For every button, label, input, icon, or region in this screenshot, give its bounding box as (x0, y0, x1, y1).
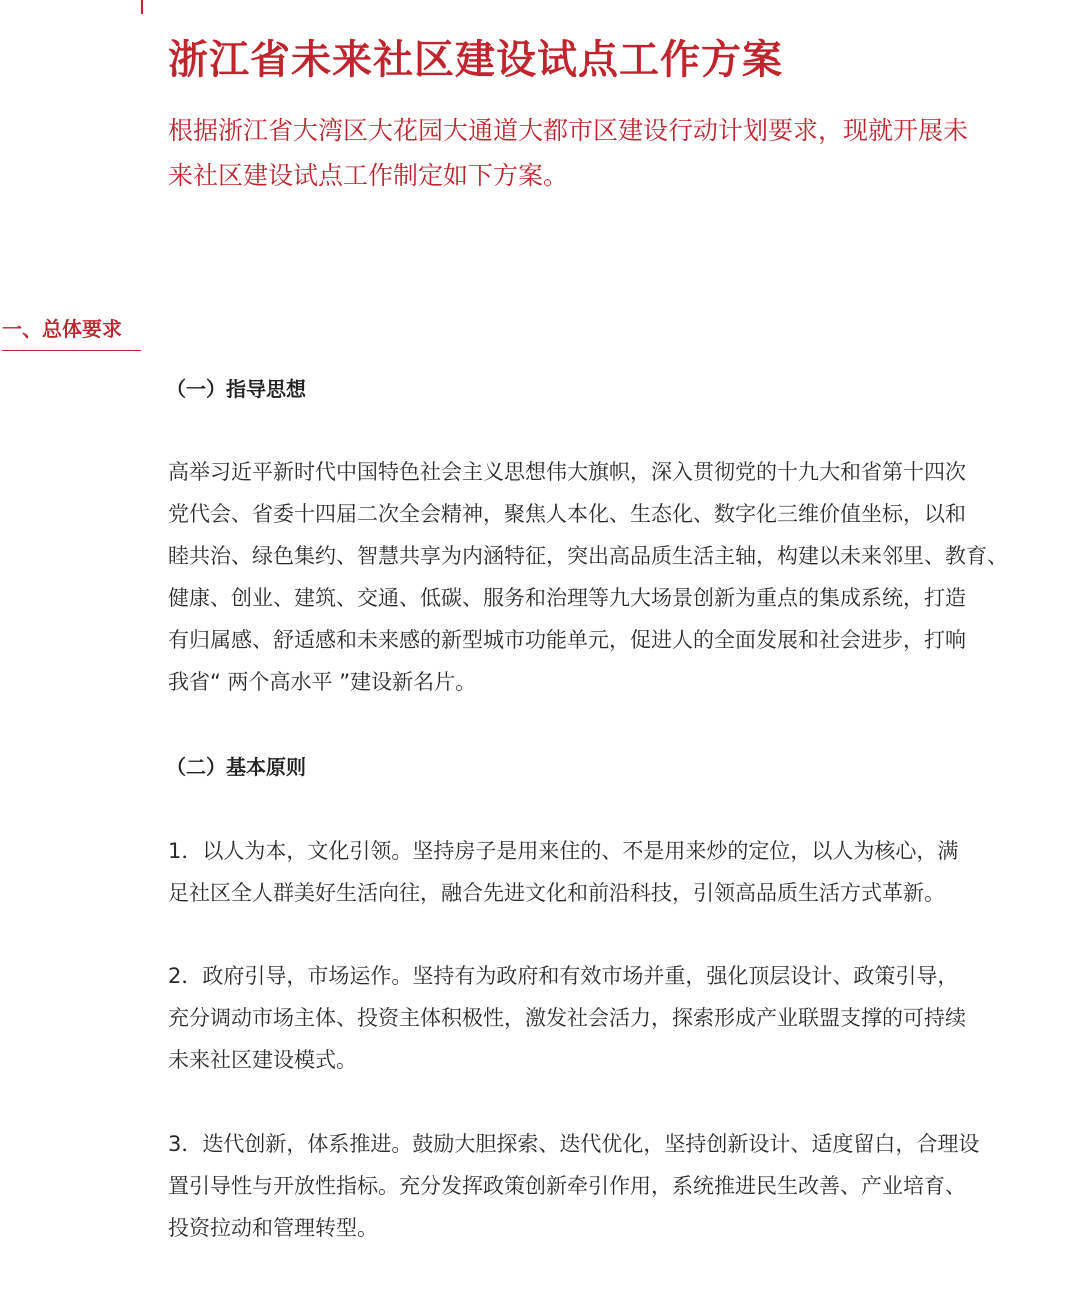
document-title: 浙江省未来社区建设试点工作方案 (168, 37, 783, 83)
paragraph-line: 充分调动市场主体、投资主体积极性，激发社会活力，探索形成产业联盟支撑的可持续 (168, 1006, 966, 1030)
paragraph-line: 睦共治、绿色集约、智慧共享为内涵特征，突出高品质生活主轴，构建以未来邻里、教育、 (168, 544, 1008, 568)
paragraph-line: 我省“ 两个高水平 ”建设新名片。 (168, 670, 477, 694)
top-accent-tick (141, 0, 143, 14)
intro-line: 根据浙江省大湾区大花园大通道大都市区建设行动计划要求，现就开展未 (168, 116, 969, 145)
section-heading-general-requirements: 一、总体要求 (2, 312, 141, 351)
intro-line: 来社区建设试点工作制定如下方案。 (168, 161, 569, 190)
paragraph-line: 3．迭代创新，体系推进。鼓励大胆探索、迭代优化，坚持创新设计、适度留白，合理设 (168, 1132, 980, 1156)
guiding-ideology-paragraph (168, 451, 1068, 703)
paragraph-line: 1．以人为本，文化引领。坚持房子是用来住的、不是用来炒的定位，以人为核心，满 (168, 839, 959, 863)
paragraph-line: 未来社区建设模式。 (168, 1048, 357, 1072)
subheading-basic-principles: （二）基本原则 (166, 755, 306, 779)
paragraph-line: 有归属感、舒适感和未来感的新型城市功能单元，促进人的全面发展和社会进步，打响 (168, 628, 966, 652)
subheading-guiding-ideology: （一）指导思想 (166, 377, 306, 401)
paragraph-line: 健康、创业、建筑、交通、低碳、服务和治理等九大场景创新为重点的集成系统，打造 (168, 586, 966, 610)
principle-3-paragraph (168, 1123, 1068, 1249)
paragraph-line: 置引导性与开放性指标。充分发挥政策创新牵引作用，系统推进民生改善、产业培育、 (168, 1174, 966, 1198)
paragraph-line: 足社区全人群美好生活向往，融合先进文化和前沿科技，引领高品质生活方式革新。 (168, 881, 945, 905)
principle-2-paragraph (168, 955, 1068, 1081)
paragraph-line: 党代会、省委十四届二次全会精神，聚焦人本化、生态化、数字化三维价值坐标，以和 (168, 502, 966, 526)
paragraph-line: 2．政府引导，市场运作。坚持有为政府和有效市场并重，强化顶层设计、政策引导， (168, 964, 959, 988)
intro-paragraph (168, 108, 1068, 198)
paragraph-line: 投资拉动和管理转型。 (168, 1216, 378, 1240)
paragraph-line: 高举习近平新时代中国特色社会主义思想伟大旗帜，深入贯彻党的十九大和省第十四次 (168, 460, 966, 484)
principle-1-paragraph (168, 830, 1068, 914)
